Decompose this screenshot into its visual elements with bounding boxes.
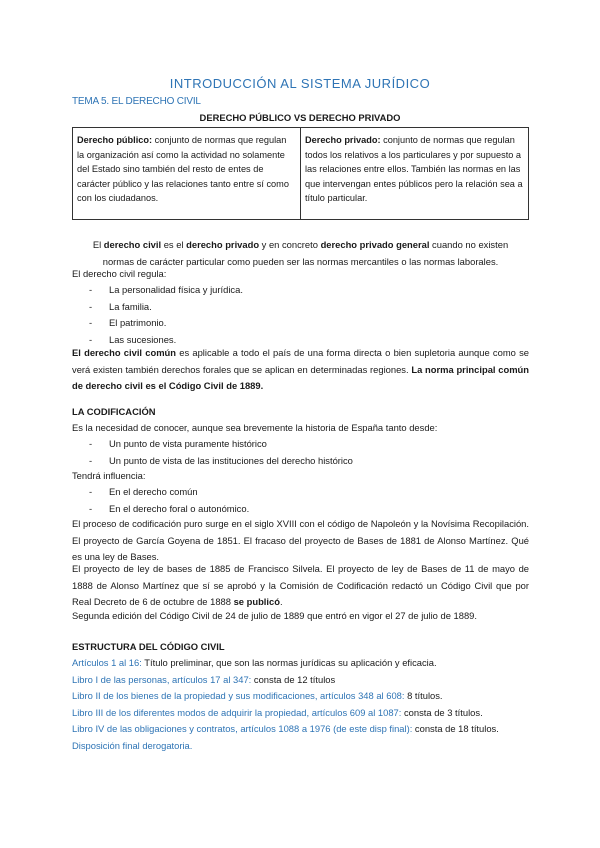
public-law-term: Derecho público: <box>77 135 153 145</box>
codificacion-process-paragraph: El proceso de codificación puro surge en el siglo XVIII con el código de Napoleón y la Novísima Recopilación. El proyecto de García Goyena de 1851. El fracaso del proyecto de Bases de 1881 de Alonso Martínez. Qué es una ley de Bases. <box>72 518 529 562</box>
list-item: - El patrimonio. <box>89 317 167 328</box>
comparison-table <box>72 127 529 220</box>
estructura-row: Libro I de las personas, artículos 17 al 347: consta de 12 títulos <box>72 673 336 685</box>
comparison-heading: DERECHO PÚBLICO VS DERECHO PRIVADO <box>199 112 401 123</box>
estructura-row: Libro II de los bienes de la propiedad y sus modificaciones, artículos 348 al 608: 8 títulos. <box>72 690 443 701</box>
list-item: - Las sucesiones. <box>89 333 177 345</box>
estructura-row: Artículos 1 al 16: Título preliminar, que son las normas jurídicas su aplicación y eficacia. <box>72 657 437 668</box>
estructura-heading: ESTRUCTURA DEL CÓDIGO CIVIL <box>72 641 225 652</box>
list-item: - La familia. <box>89 300 152 312</box>
regula-label: El derecho civil regula: <box>72 268 167 279</box>
public-law-cell <box>73 128 300 219</box>
codificacion-heading: LA CODIFICACIÓN <box>72 406 156 417</box>
codificacion-projects-paragraph: El proyecto de ley de bases de 1885 de Francisco Silvela. El proyecto de ley de Bases de 11 de mayo de 1888 de Alonso Martínez que sí se aprobó y la Comisión de Codificación redactó un Código Civil que por Real Decreto de 6 de octubre de 1888 se publicó. <box>72 563 529 607</box>
private-law-term: Derecho privado: <box>305 135 381 145</box>
list-item: - La personalidad física y jurídica. <box>89 284 243 295</box>
codificacion-intro: Es la necesidad de conocer, aunque sea brevemente la historia de España tanto desde: <box>72 422 438 433</box>
topic-subtitle: TEMA 5. EL DERECHO CIVIL <box>72 96 201 107</box>
codificacion-list-1 <box>72 436 529 469</box>
second-edition-paragraph: Segunda edición del Código Civil de 24 de julio de 1889 que entró en vigor el 27 de julio de 1889. <box>72 610 477 621</box>
private-law-cell <box>300 128 528 219</box>
estructura-row: Disposición final derogatoria. <box>72 739 193 751</box>
regula-list <box>72 282 529 348</box>
codificacion-list-2 <box>72 484 529 517</box>
private-law-definition: conjunto de normas que regulan todos los relativos a los particulares y por supuesto a las relaciones entre ellos. También las normas en las que intervengan entes públicos pero la relación sea a título particular. <box>305 135 523 203</box>
list-item: - Un punto de vista puramente histórico <box>89 438 267 449</box>
estructura-row: Libro III de los diferentes modos de adquirir la propiedad, artículos 609 al 1087: consta de 3 títulos. <box>72 706 483 718</box>
list-item: - Un punto de vista de las instituciones del derecho histórico <box>89 454 353 466</box>
list-item: - En el derecho común <box>89 486 198 497</box>
document-title: INTRODUCCIÓN AL SISTEMA JURÍDICO <box>169 76 431 91</box>
public-law-definition: conjunto de normas que regulan la organización así como la actividad no solamente del Estado sino también del resto de entes de carácter público y las relaciones tanto entre sí como con los ciudadanos. <box>77 135 289 203</box>
estructura-list <box>72 655 529 754</box>
estructura-row: Libro IV de las obligaciones y contratos, artículos 1088 a 1976 (de este disp final): consta de 18 títulos. <box>72 723 499 734</box>
common-civil-law-paragraph: El derecho civil común es aplicable a todo el país de una forma directa o bien supletoria aunque como se verá existen también derechos forales que se aplican en determinadas regiones. La norma principal común de derecho civil es el Código Civil de 1889. <box>72 347 529 391</box>
influencia-label: Tendrá influencia: <box>72 470 146 481</box>
civil-law-definition-paragraph: El derecho civil es el derecho privado y en concreto derecho privado general cuando no existen normas de carácter particular como pueden ser las normas mercantiles o las normas laborales. <box>92 239 509 267</box>
list-item: - En el derecho foral o autonómico. <box>89 502 250 514</box>
